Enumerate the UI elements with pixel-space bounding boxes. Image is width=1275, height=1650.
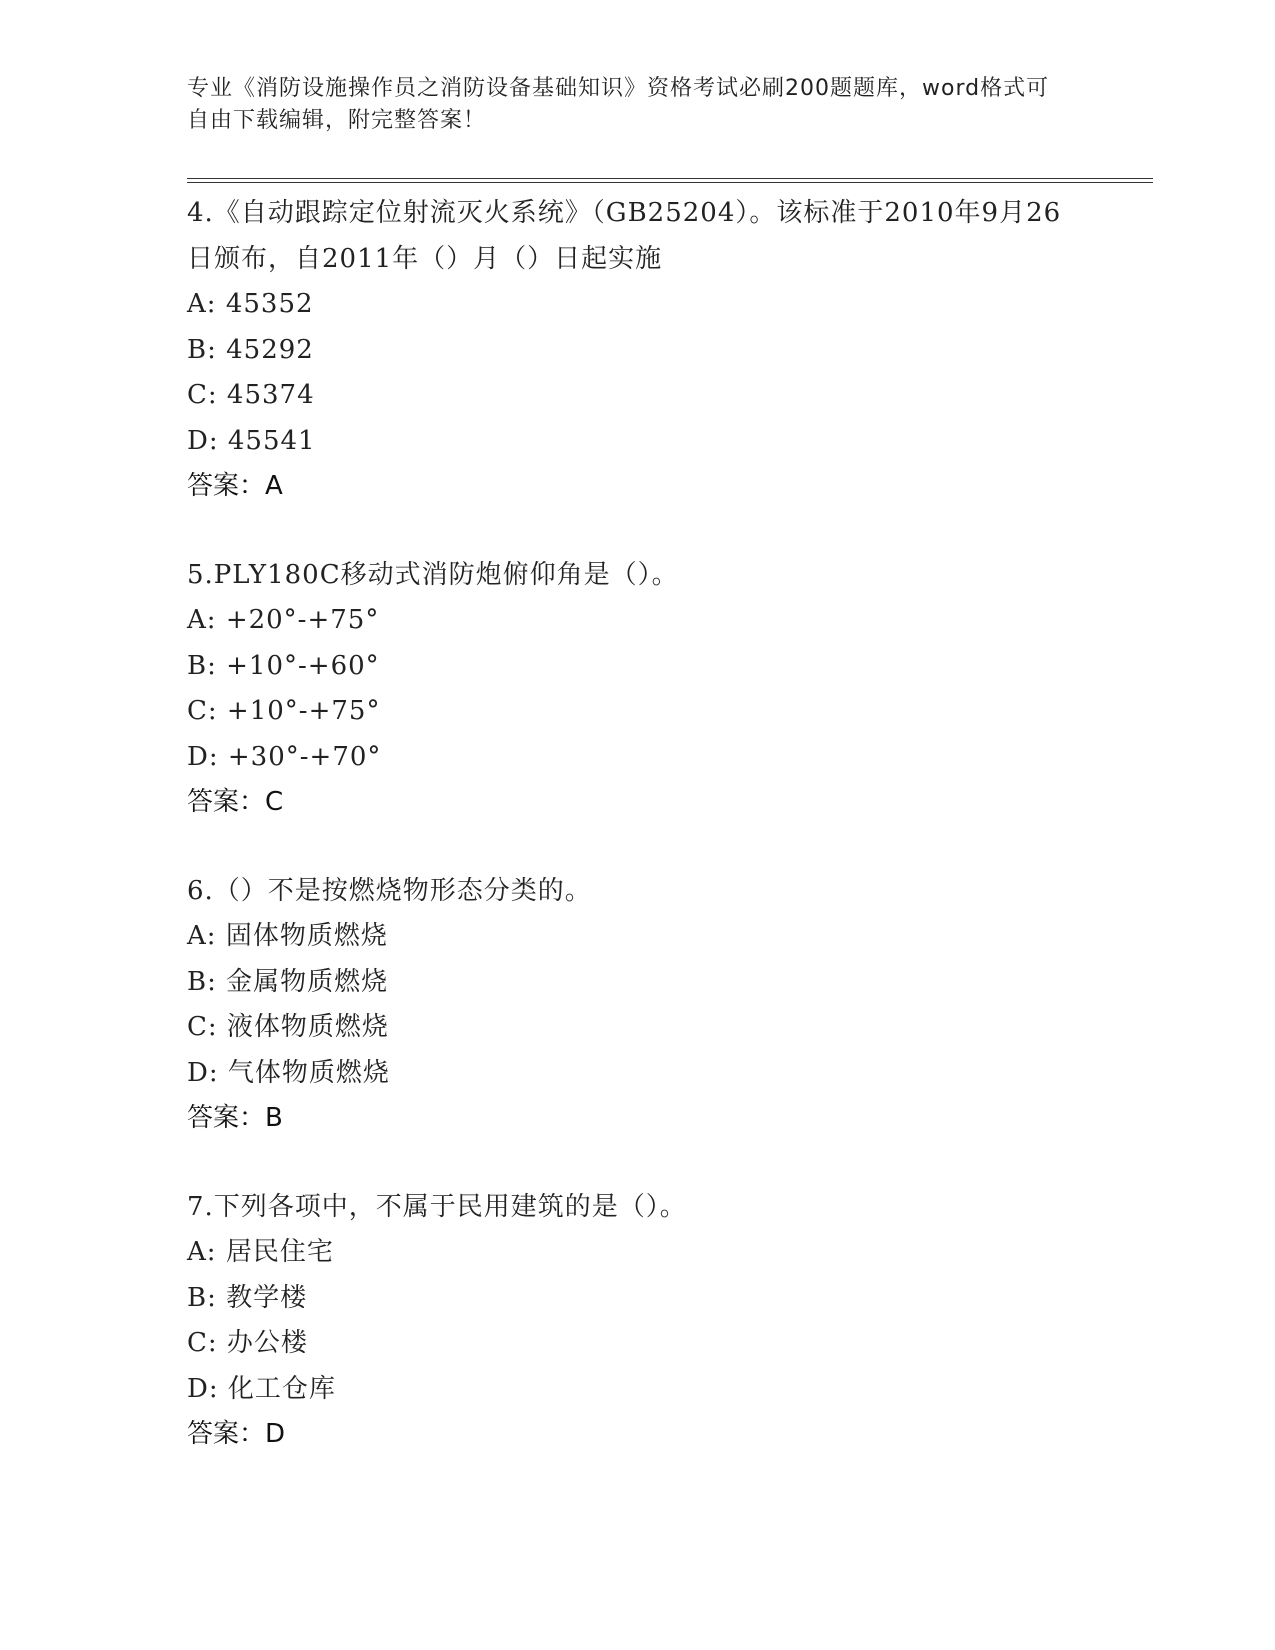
answer-line: 答案：B xyxy=(187,1103,283,1133)
option-text: 45541 xyxy=(227,425,316,456)
option-b xyxy=(187,644,1087,690)
option-text: +30°-+70° xyxy=(227,741,382,772)
option-text: +10°-+75° xyxy=(226,696,381,726)
question-stem: 4.《自动跟踪定位射流灭火系统》（GB25204）。该标准于2010年9月26日颁布，自2011年（）月（）日起实施 xyxy=(187,198,1062,274)
option-a xyxy=(187,914,1087,960)
option-label: C: xyxy=(187,1328,227,1358)
option-label: A: xyxy=(187,921,226,951)
option-label: B: xyxy=(187,650,227,681)
question-7 xyxy=(187,1184,1087,1457)
option-text: 固体物质燃烧 xyxy=(225,921,388,951)
option-d xyxy=(187,1367,1087,1413)
option-text: 45352 xyxy=(225,289,314,319)
option-label: B: xyxy=(187,334,227,365)
header-rule-top xyxy=(187,178,1153,179)
question-6 xyxy=(187,868,1087,1141)
question-4 xyxy=(187,190,1087,509)
question-stem: 5.PLY180C移动式消防炮俯仰角是（）。 xyxy=(187,560,679,590)
option-a xyxy=(187,282,1087,328)
question-5 xyxy=(187,552,1087,825)
option-label: D: xyxy=(187,425,228,456)
option-c xyxy=(187,373,1087,419)
option-text: 45292 xyxy=(226,334,314,365)
option-label: D: xyxy=(187,1057,228,1088)
option-label: D: xyxy=(187,1373,228,1404)
option-label: A: xyxy=(187,289,226,319)
option-c xyxy=(187,689,1087,735)
option-label: B: xyxy=(187,1282,227,1313)
option-label: B: xyxy=(187,966,227,997)
answer-line: 答案：D xyxy=(187,1419,286,1449)
question-list xyxy=(187,190,1087,1500)
question-stem: 7.下列各项中，不属于民用建筑的是（）。 xyxy=(187,1192,687,1222)
option-text: +10°-+60° xyxy=(226,650,380,681)
option-text: 金属物质燃烧 xyxy=(226,966,389,997)
option-label: C: xyxy=(187,380,227,410)
option-label: A: xyxy=(187,1237,226,1267)
option-label: D: xyxy=(187,741,228,772)
option-b xyxy=(187,328,1087,374)
option-label: C: xyxy=(187,1012,227,1042)
option-text: 教学楼 xyxy=(226,1282,308,1313)
option-a xyxy=(187,598,1087,644)
option-c xyxy=(187,1321,1087,1367)
option-d xyxy=(187,735,1087,781)
option-text: 气体物质燃烧 xyxy=(227,1057,390,1088)
option-label: A: xyxy=(187,605,226,635)
option-a xyxy=(187,1230,1087,1276)
option-text: 液体物质燃烧 xyxy=(226,1012,389,1042)
answer-line: 答案：C xyxy=(187,787,284,817)
document-header: 专业《消防设施操作员之消防设备基础知识》资格考试必刷200题题库，word格式可自由下载编辑，附完整答案！ xyxy=(187,76,1050,133)
option-text: 化工仓库 xyxy=(227,1373,336,1404)
question-stem: 6.（）不是按燃烧物形态分类的。 xyxy=(187,876,592,906)
option-d xyxy=(187,419,1087,465)
option-text: 45374 xyxy=(226,380,315,410)
option-d xyxy=(187,1051,1087,1097)
option-b xyxy=(187,960,1087,1006)
option-b xyxy=(187,1276,1087,1322)
header-rule-bottom xyxy=(187,182,1153,183)
option-text: +20°-+75° xyxy=(225,605,380,635)
option-label: C: xyxy=(187,696,227,726)
answer-line: 答案：A xyxy=(187,471,283,501)
option-text: 办公楼 xyxy=(226,1328,308,1358)
option-text: 居民住宅 xyxy=(225,1237,334,1267)
option-c xyxy=(187,1005,1087,1051)
